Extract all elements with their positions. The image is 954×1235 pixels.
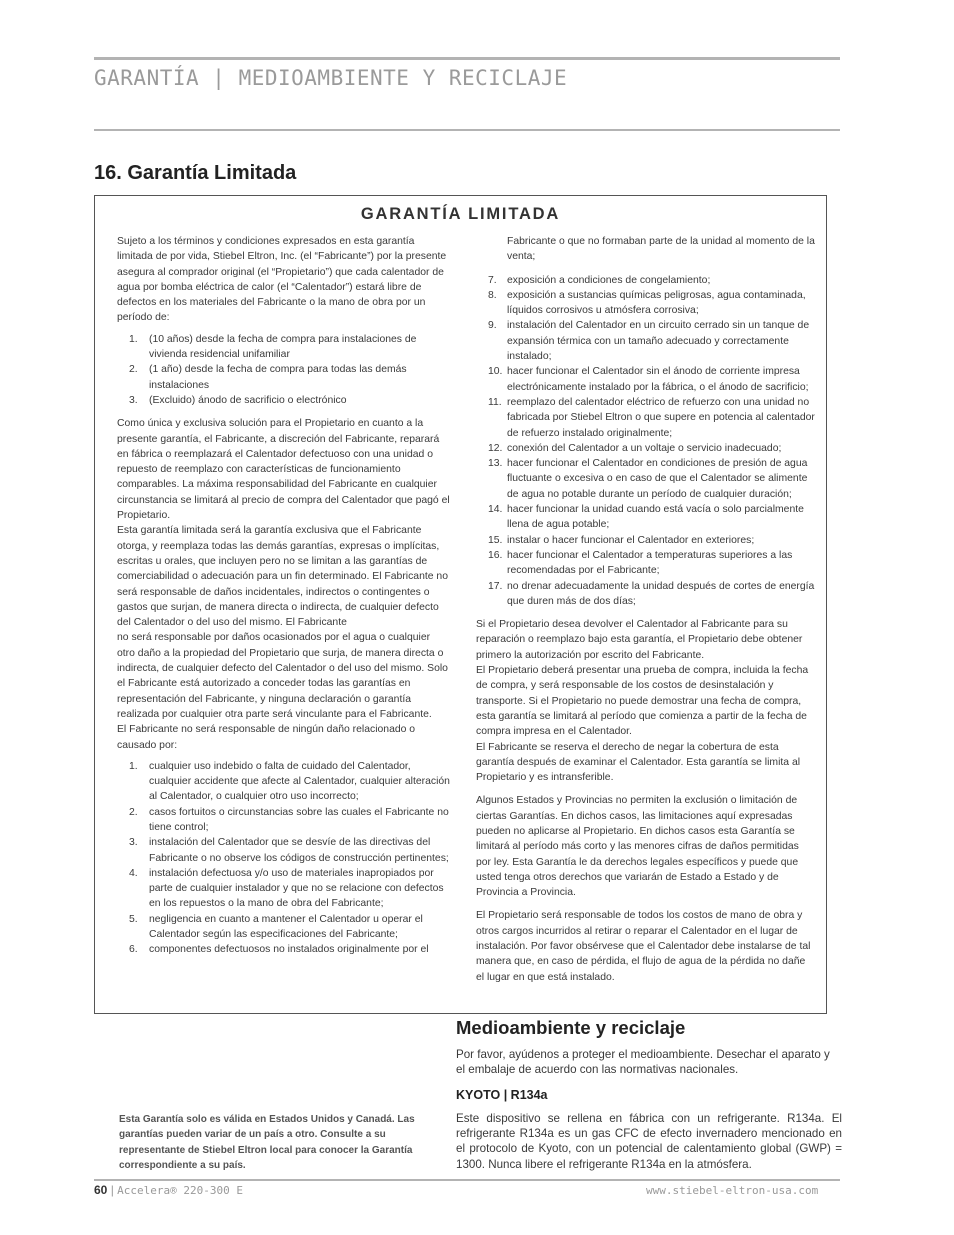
list-item-text: componentes defectuosos no instalados originalmente por el [149, 944, 429, 956]
list-item-text: reemplazo del calentador eléctrico de refuerzo con una unidad no fabricada por Stiebel Eltron o que supere en potencia al calentador de refuerzo instalado originalmente; [507, 396, 815, 439]
footer-rule [94, 1179, 840, 1181]
footer-left [94, 1183, 243, 1197]
validity-note: Esta Garantía solo es válida en Estados Unidos y Canadá. Las garantías pueden variar de un país a otro. Consulte a su representante de Stiebel Eltron local para conocer la Garantía correspondiente a su país. [119, 1114, 415, 1172]
warranty-labor: El Propietario será responsable de todos los costos de mano de obra y otros cargos incurridos al retirar o reparar el Calentador en el lugar de instalación. Por favor obsérvese que el Calentador debe instalarse de tal manera que, en caso de pérdida, el flujo de agua de la pérdida no dañe el lugar en que está instalado. [476, 910, 811, 983]
list-item [117, 912, 450, 943]
list-item-number: 10. [488, 366, 503, 378]
list-item-text: hacer funcionar el Calentador a temperaturas superiores a las recomendadas por el Fabricante; [507, 549, 793, 577]
page-number: 60 [94, 1183, 108, 1197]
list-item [476, 548, 816, 579]
warranty-states: Algunos Estados y Provincias no permiten la exclusión o limitación de ciertas Garantías. En dichos casos, las limitaciones aquí expresadas pueden no aplicarse al Propietario. En dichos casos esta Garantía se limitará al período más corto y las menores cifras de daños permitidas por ley. Esta Garantía le da derechos legales específicos y puede que usted tenga otros derechos que variarán de Estado a Estado y de Provincia a Provincia. [476, 795, 799, 899]
kyoto-title: KYOTO | R134a [456, 1088, 548, 1102]
list-item [117, 362, 450, 393]
footer-separator: | [110, 1183, 114, 1197]
list-item-text: instalar o hacer funcionar el Calentador en exteriores; [507, 534, 755, 546]
header-bottom-rule [94, 129, 840, 131]
header-top-rule [94, 57, 840, 60]
list-item-number: 3. [129, 394, 138, 406]
list-item [117, 759, 450, 805]
list-item-text: (Excluido) ánodo de sacrificio o electrónico [149, 394, 347, 406]
exclusion-6-cont-text: Fabricante o que no formaban parte de la unidad al momento de la venta; [507, 236, 815, 263]
list-item-text: (1 año) desde la fecha de compra para todas las demás instalaciones [149, 364, 407, 391]
list-item-text: exposición a sustancias químicas peligrosas, agua contaminada, líquidos corrosivos u atmósfera corrosiva; [507, 289, 806, 317]
list-item-number: 5. [129, 913, 138, 925]
warranty-intro: Sujeto a los términos y condiciones expresados en esta garantía limitada de por vida, Stiebel Eltron, Inc. (el “Fabricante”) por la presente asegura al comprador original (el “Propietario”) que cada calentador de agua por bomba eléctrica de calor (el “Calentador”) estará libre de defectos en los materiales del Fabricante o la mano de obra por un período de: [117, 236, 447, 324]
list-item-number: 16. [488, 549, 503, 561]
list-item-text: exposición a condiciones de congelamiento; [507, 274, 711, 286]
list-item [476, 288, 816, 319]
environment-title: Medioambiente y reciclaje [456, 1017, 686, 1038]
list-item-number: 12. [488, 442, 503, 454]
list-item-number: 2. [129, 364, 138, 376]
warranty-damage-intro: El Fabricante no será responsable de ningún daño relacionado o causado por: [117, 724, 416, 751]
list-item [476, 533, 816, 548]
list-item [117, 835, 450, 866]
warranty-remedy: Como única y exclusiva solución para el Propietario en cuanto a la presente garantía, el Fabricante, a discreción del Fabricante, reparará en fábrica o reemplazará el Calentador defectuoso con una unidad o repuesto de reemplazo con características de funcionamiento comparables. La máxima responsabilidad del Fabricante en cualquier circunstancia se limitará al precio de compra del Calentador que pagó el Propietario. [117, 418, 450, 522]
list-item [476, 364, 816, 395]
warranty-exclusive: Esta garantía limitada será la garantía exclusiva que el Fabricante otorga, y reemplaza todas las demás garantías, expresas o implícitas, escritas u orales, que incluyen pero no se limitan a las garantías de comerciabilidad o adecuación para un fin determinado. El Fabricante no será responsable de daños incidentales, indirectos o contingentes o gastos que surjan, de manera directa o indirecta, de cualquier defecto del Calentador o del uso del mismo. El Fabricante [117, 525, 448, 629]
warranty-periods-list [117, 332, 450, 408]
list-item-text: casos fortuitos o circunstancias sobre las cuales el Fabricante no tiene control; [149, 806, 449, 833]
list-item [117, 393, 450, 408]
list-item-number: 9. [488, 320, 497, 332]
list-item-text: conexión del Calentador a un voltaje o servicio inadecuado; [507, 442, 782, 454]
list-item-text: (10 años) desde la fecha de compra para instalaciones de vivienda residencial unifamiliar [149, 333, 417, 361]
list-item-number: 6. [129, 944, 138, 956]
list-item-text: hacer funcionar la unidad cuando está vacía o solo parcialmente llena de agua potable; [507, 504, 804, 531]
page-header-title: GARANTÍA | MEDIOAMBIENTE Y RECICLAJE [94, 66, 568, 90]
list-item-number: 1. [129, 760, 138, 772]
list-item-text: instalación defectuosa y/o uso de materiales inapropiados por parte de cualquier instalador y que no se relacione con defectos en los repuestos o la mano de obra del Fabricante; [149, 867, 444, 910]
list-item-number: 13. [488, 458, 503, 470]
warranty-left-column [117, 234, 450, 966]
list-item-text: cualquier uso indebido o falta de cuidado del Calentador, cualquier accidente que afecte al Calentador, cualquier alteración al Calentador, o cualquier otro uso incorrecto; [149, 760, 450, 803]
section-title: 16. Garantía Limitada [94, 162, 297, 184]
warranty-return: Si el Propietario desea devolver el Calentador al Fabricante para su reparación o reemplazo bajo esta garantía, el Propietario debe obtener primero la autorización por escrito del Fabricante. [476, 619, 803, 661]
warranty-right-column [476, 234, 816, 985]
list-item [117, 866, 450, 912]
warranty-proof: El Propietario deberá presentar una prueba de compra, incluida la fecha de compra, y será responsable de los costos de desinstalación y transporte. Si el Propietario no puede demostrar una fecha de compra, esta garantía se limitará al período que comienza a partir de la fecha de compra impresa en el Calentador. [476, 665, 809, 738]
list-item-number: 3. [129, 837, 138, 849]
environment-text: Por favor, ayúdenos a proteger el medioambiente. Desechar el aparato y el embalaje de acuerdo con las normativas nacionales. [456, 1048, 830, 1077]
warranty-right-reserve: El Fabricante se reserva el derecho de negar la cobertura de esta garantía después de examinar el Calentador. Esta garantía se limita al Propietario y es intransferible. [476, 741, 801, 784]
list-item-number: 17. [488, 580, 503, 592]
list-item-text: hacer funcionar el Calentador sin el ánodo de corriente impresa electrónicamente instalado por la fábrica, o el ánodo de sacrificio; [507, 366, 809, 393]
warranty-liability: no será responsable por daños ocasionados por el agua o cualquier otro daño a la propiedad del Propietario que surja, de manera directa o indirecta, de cualquier defecto del Calentador o del uso del mismo. Solo el Fabricante está autorizado a conceder todas las garantías en representación del Fabricante, y ninguna declaración o garantía realizada por cualquier otra parte será vinculante para el Fabricante. [117, 632, 448, 720]
list-item-number: 1. [129, 333, 138, 345]
warranty-exclusions-cont-list [476, 273, 816, 610]
product-name: Accelera® 220-300 E [117, 1184, 244, 1197]
list-item [476, 579, 816, 610]
list-item-text: instalación del Calentador en un circuito cerrado sin un tanque de expansión térmica con un tamaño adecuado y correctamente instalado; [507, 320, 810, 363]
list-item [476, 234, 816, 265]
list-item-text: no drenar adecuadamente la unidad después de cortes de energía que duren más de dos días; [507, 580, 815, 607]
warranty-heading: GARANTÍA LIMITADA [360, 205, 561, 223]
list-item [476, 441, 816, 456]
list-item [476, 456, 816, 502]
list-item-number: 2. [129, 806, 138, 818]
list-item-number: 4. [129, 867, 138, 879]
list-item [476, 273, 816, 288]
list-item [476, 502, 816, 533]
list-item-number: 15. [488, 534, 503, 546]
list-item [117, 332, 450, 363]
warranty-box [94, 195, 827, 1014]
list-item-number: 8. [488, 289, 497, 301]
list-item-text: negligencia en cuanto a mantener el Calentador u operar el Calentador según las especificaciones del Fabricante; [149, 913, 423, 941]
footer-url: www.stiebel-eltron-usa.com [646, 1184, 819, 1197]
list-item [476, 395, 816, 441]
list-item-number: 11. [488, 396, 502, 408]
list-item-number: 7. [488, 274, 497, 286]
list-item-number: 14. [488, 504, 503, 516]
warranty-exclusions-list [117, 759, 450, 958]
list-item [117, 805, 450, 836]
list-item-text: hacer funcionar el Calentador en condiciones de presión de agua fluctuante o excesiva o en caso de que el Calentador se alimente de agua no potable durante un período de cualquier duración; [507, 458, 808, 500]
kyoto-text: Este dispositivo se rellena en fábrica con un refrigerante. R134a. El refrigerante R134a es un gas CFC de efecto invernadero mencionado en el protocolo de Kyoto, con un potencial de calentamiento global (GWP) = 1300. Nunca libere el refrigerante R134a en la atmósfera. [456, 1112, 842, 1171]
list-item [476, 318, 816, 364]
warranty-exclusion-6-cont [476, 234, 816, 265]
list-item-text: instalación del Calentador que se desvíe de las directivas del Fabricante o no observe los códigos de construcción pertinentes; [149, 837, 449, 864]
list-item [117, 942, 450, 957]
